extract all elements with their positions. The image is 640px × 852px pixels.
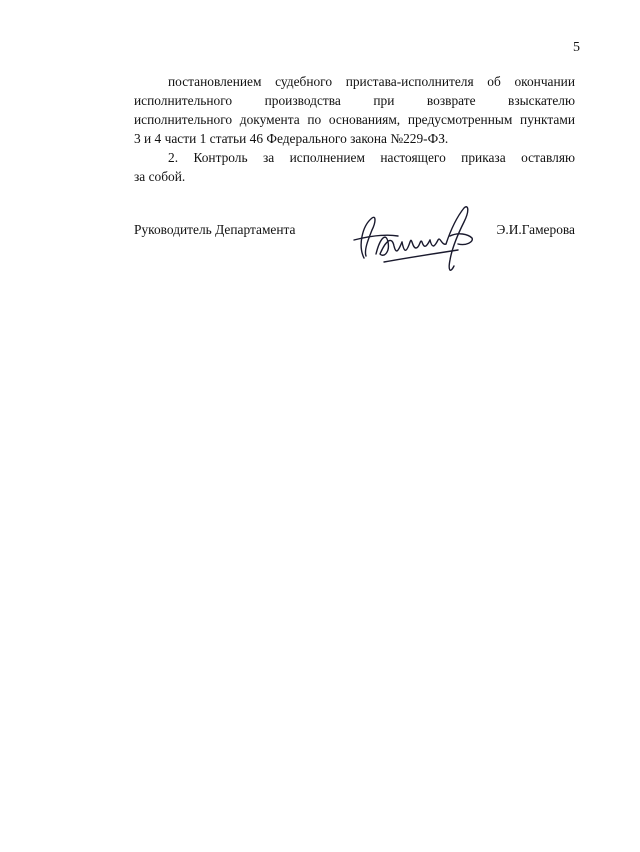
- paragraph-continuation: [134, 72, 575, 148]
- text-line: за собой.: [134, 169, 186, 184]
- text-line: постановлением судебного пристава-исполнителя об окончании: [168, 74, 575, 89]
- text-line: 2. Контроль за исполнением настоящего приказа оставляю: [168, 150, 575, 165]
- text-line: 3 и 4 части 1 статьи 46 Федерального закона №229-ФЗ.: [134, 131, 449, 146]
- document-body: [134, 72, 575, 186]
- text-line: исполнительного документа по основаниям, предусмотренным пунктами: [134, 112, 575, 127]
- text-line: исполнительного производства при возврате взыскателю: [134, 93, 575, 108]
- handwritten-signature: [346, 196, 486, 280]
- signatory-title: Руководитель Департамента: [134, 222, 296, 237]
- paragraph-control-clause: [134, 148, 575, 186]
- signature-block: [134, 196, 575, 286]
- page-number: 5: [573, 40, 580, 55]
- signatory-name: Э.И.Гамерова: [496, 222, 575, 237]
